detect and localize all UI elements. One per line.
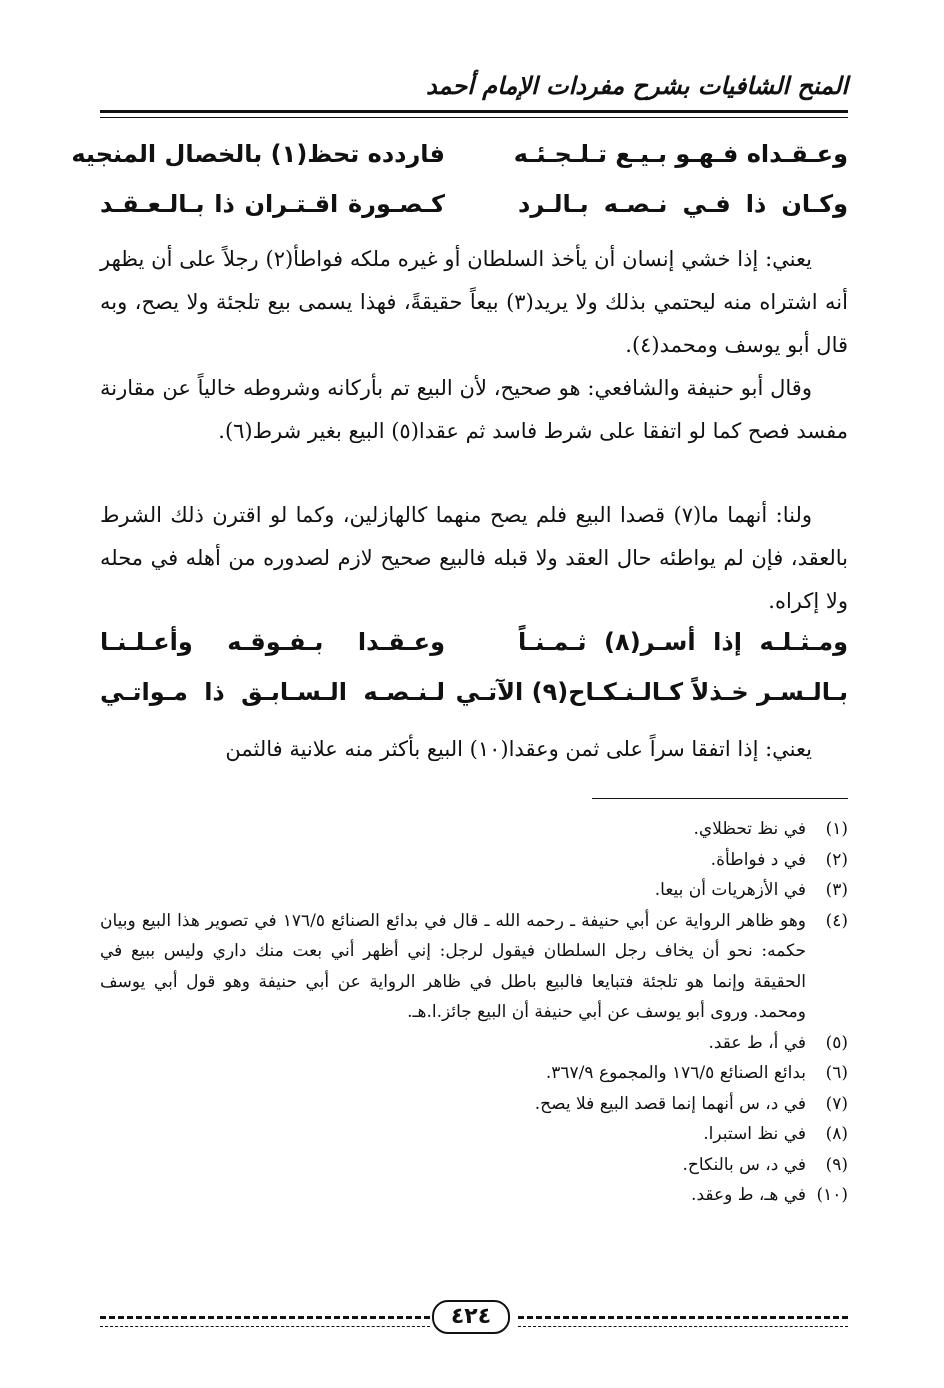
footnote-number: (٦) (825, 1063, 848, 1083)
footer-ornament-right (518, 1316, 848, 1319)
footnote-number: (٨) (825, 1124, 848, 1144)
verse-first-hemistich: وكـان ذا فـي نـصـه بـالـرد (518, 190, 848, 218)
footnote-text: في هـ، ط وعقد. (691, 1185, 806, 1205)
verse-first-hemistich: بـالـسـر خـذلاً كـالـنـكـاح(٩) الآتـي (455, 678, 848, 706)
poem-verse-3 (100, 624, 848, 660)
verse-first-hemistich: ومـثـلـه إذا أسـر(٨) ثـمـنـاً (518, 628, 848, 656)
footnote (100, 1089, 848, 1120)
paragraph-our-view (100, 494, 848, 623)
paragraph-text: يعني: إذا خشي إنسان أن يأخذ السلطان أو غيره ملكه فواطأ(٢) رجلاً على أن يظهر أنه اشتراه منه ليحتمي بذلك ولا يريد(٣) بيعاً حقيقةً، فهذا يسمى بيع تلجئة ولا يصح، وبه قال أبو يوسف ومحمد(٤). (100, 247, 848, 357)
footnote-text: في أ، ط عقد. (708, 1032, 806, 1053)
footnote (100, 1058, 848, 1089)
paragraph-text: يعني: إذا اتفقا سراً على ثمن وعقدا(١٠) البيع بأكثر منه علانية فالثمن (225, 737, 812, 761)
paragraph-secret-price (100, 728, 848, 771)
verse-second-hemistich: كـصـورة اقـتـران ذا بـالـعـقـد (100, 190, 445, 218)
footnote-number: (١٠) (816, 1185, 848, 1205)
footnote-separator (592, 798, 848, 799)
verse-first-hemistich: وعـقـداه فـهـو بـيـع تـلـجـئـه (513, 140, 848, 168)
verse-second-hemistich: وعـقـدا بـفـوقـه وأعـلـنـا (100, 628, 445, 656)
poem-verse-1 (71, 136, 848, 172)
footnote-number: (٤) (825, 910, 848, 931)
footer-ornament-left (100, 1316, 430, 1319)
footnote (100, 1150, 848, 1181)
footnote (100, 875, 848, 906)
footnote-text: في د، س بالنكاح. (682, 1154, 806, 1175)
header-rule-thick (100, 110, 848, 113)
paragraph-hanafi-view (100, 367, 848, 453)
footnote-text: بدائع الصنائع ١٧٦/٥ والمجموع ٣٦٧/٩. (545, 1063, 806, 1083)
footer-ornament-left-thin (100, 1326, 430, 1327)
footnote-text: في الأزهريات أن بيعا. (654, 880, 806, 900)
footnote (100, 1180, 848, 1211)
footnote-number: (٧) (825, 1093, 848, 1114)
poem-verse-4 (100, 674, 848, 710)
footnote-number: (٩) (825, 1154, 848, 1175)
running-header: المنح الشافيات بشرح مفردات الإمام أحمد (425, 71, 848, 100)
page-number: ٤٢٤ (432, 1300, 510, 1334)
footnote-text: في نظ تحظلاي. (693, 819, 806, 839)
footnote (100, 906, 848, 1028)
footnote-number: (٢) (825, 849, 848, 870)
verse-second-hemistich: فاردده تحظ(١) بالخصال المنجيه (71, 140, 445, 168)
paragraph-text: وقال أبو حنيفة والشافعي: هو صحيح، لأن البيع تم بأركانه وشروطه خالياً عن مقارنة مفسد فصح كما لو اتفقا على شرط فاسد ثم عقدا(٥) البيع بغير شرط(٦). (100, 376, 848, 443)
footnote-text: في نظ استبرا. (703, 1124, 806, 1144)
footnote-number: (٣) (825, 880, 848, 900)
footnote (100, 814, 848, 845)
footnote (100, 1028, 848, 1059)
footnote-text: وهو ظاهر الرواية عن أبي حنيفة ـ رحمه الله ـ قال في بدائع الصنائع ١٧٦/٥ في تصوير هذا البيع وبيان حكمه: نحو أن يخاف رجل السلطان فيقول لرجل: إني أظهر أني بعت منك داري وليس ببيع في الحقيقة وإنما هو تلجئة فتبايعا فالبيع باطل في ظاهر الرواية عن أبي حنيفة وهو قول أبي يوسف ومحمد. وروى أبو يوسف عن أبي حنيفة أن البيع جائز.ا.هـ. (100, 910, 806, 1022)
verse-second-hemistich: لـنـصـه الـسـابـق ذا مـواتـي (100, 678, 445, 706)
paragraph-explanation (100, 238, 848, 367)
poem-verse-2 (100, 186, 848, 222)
paragraph-text: ولنا: أنهما ما(٧) قصدا البيع فلم يصح منهما كالهازلين، وكما لو اقترن ذلك الشرط بالعقد، فإن لم يواطئه حال العقد ولا قبله فالبيع صحيح لازم لصدوره من أهله في محله ولا إكراه. (100, 503, 848, 613)
footnote-number: (١) (825, 819, 848, 839)
footnote-number: (٥) (825, 1032, 848, 1053)
footnote (100, 845, 848, 876)
header-rule-thin (100, 117, 848, 118)
footnote-text: في د، س أنهما إنما قصد البيع فلا يصح. (534, 1093, 806, 1114)
footnote-text: في د فواطأة. (710, 849, 806, 870)
footnotes (100, 814, 848, 1211)
footnote (100, 1119, 848, 1150)
footer-ornament-right-thin (518, 1326, 848, 1327)
